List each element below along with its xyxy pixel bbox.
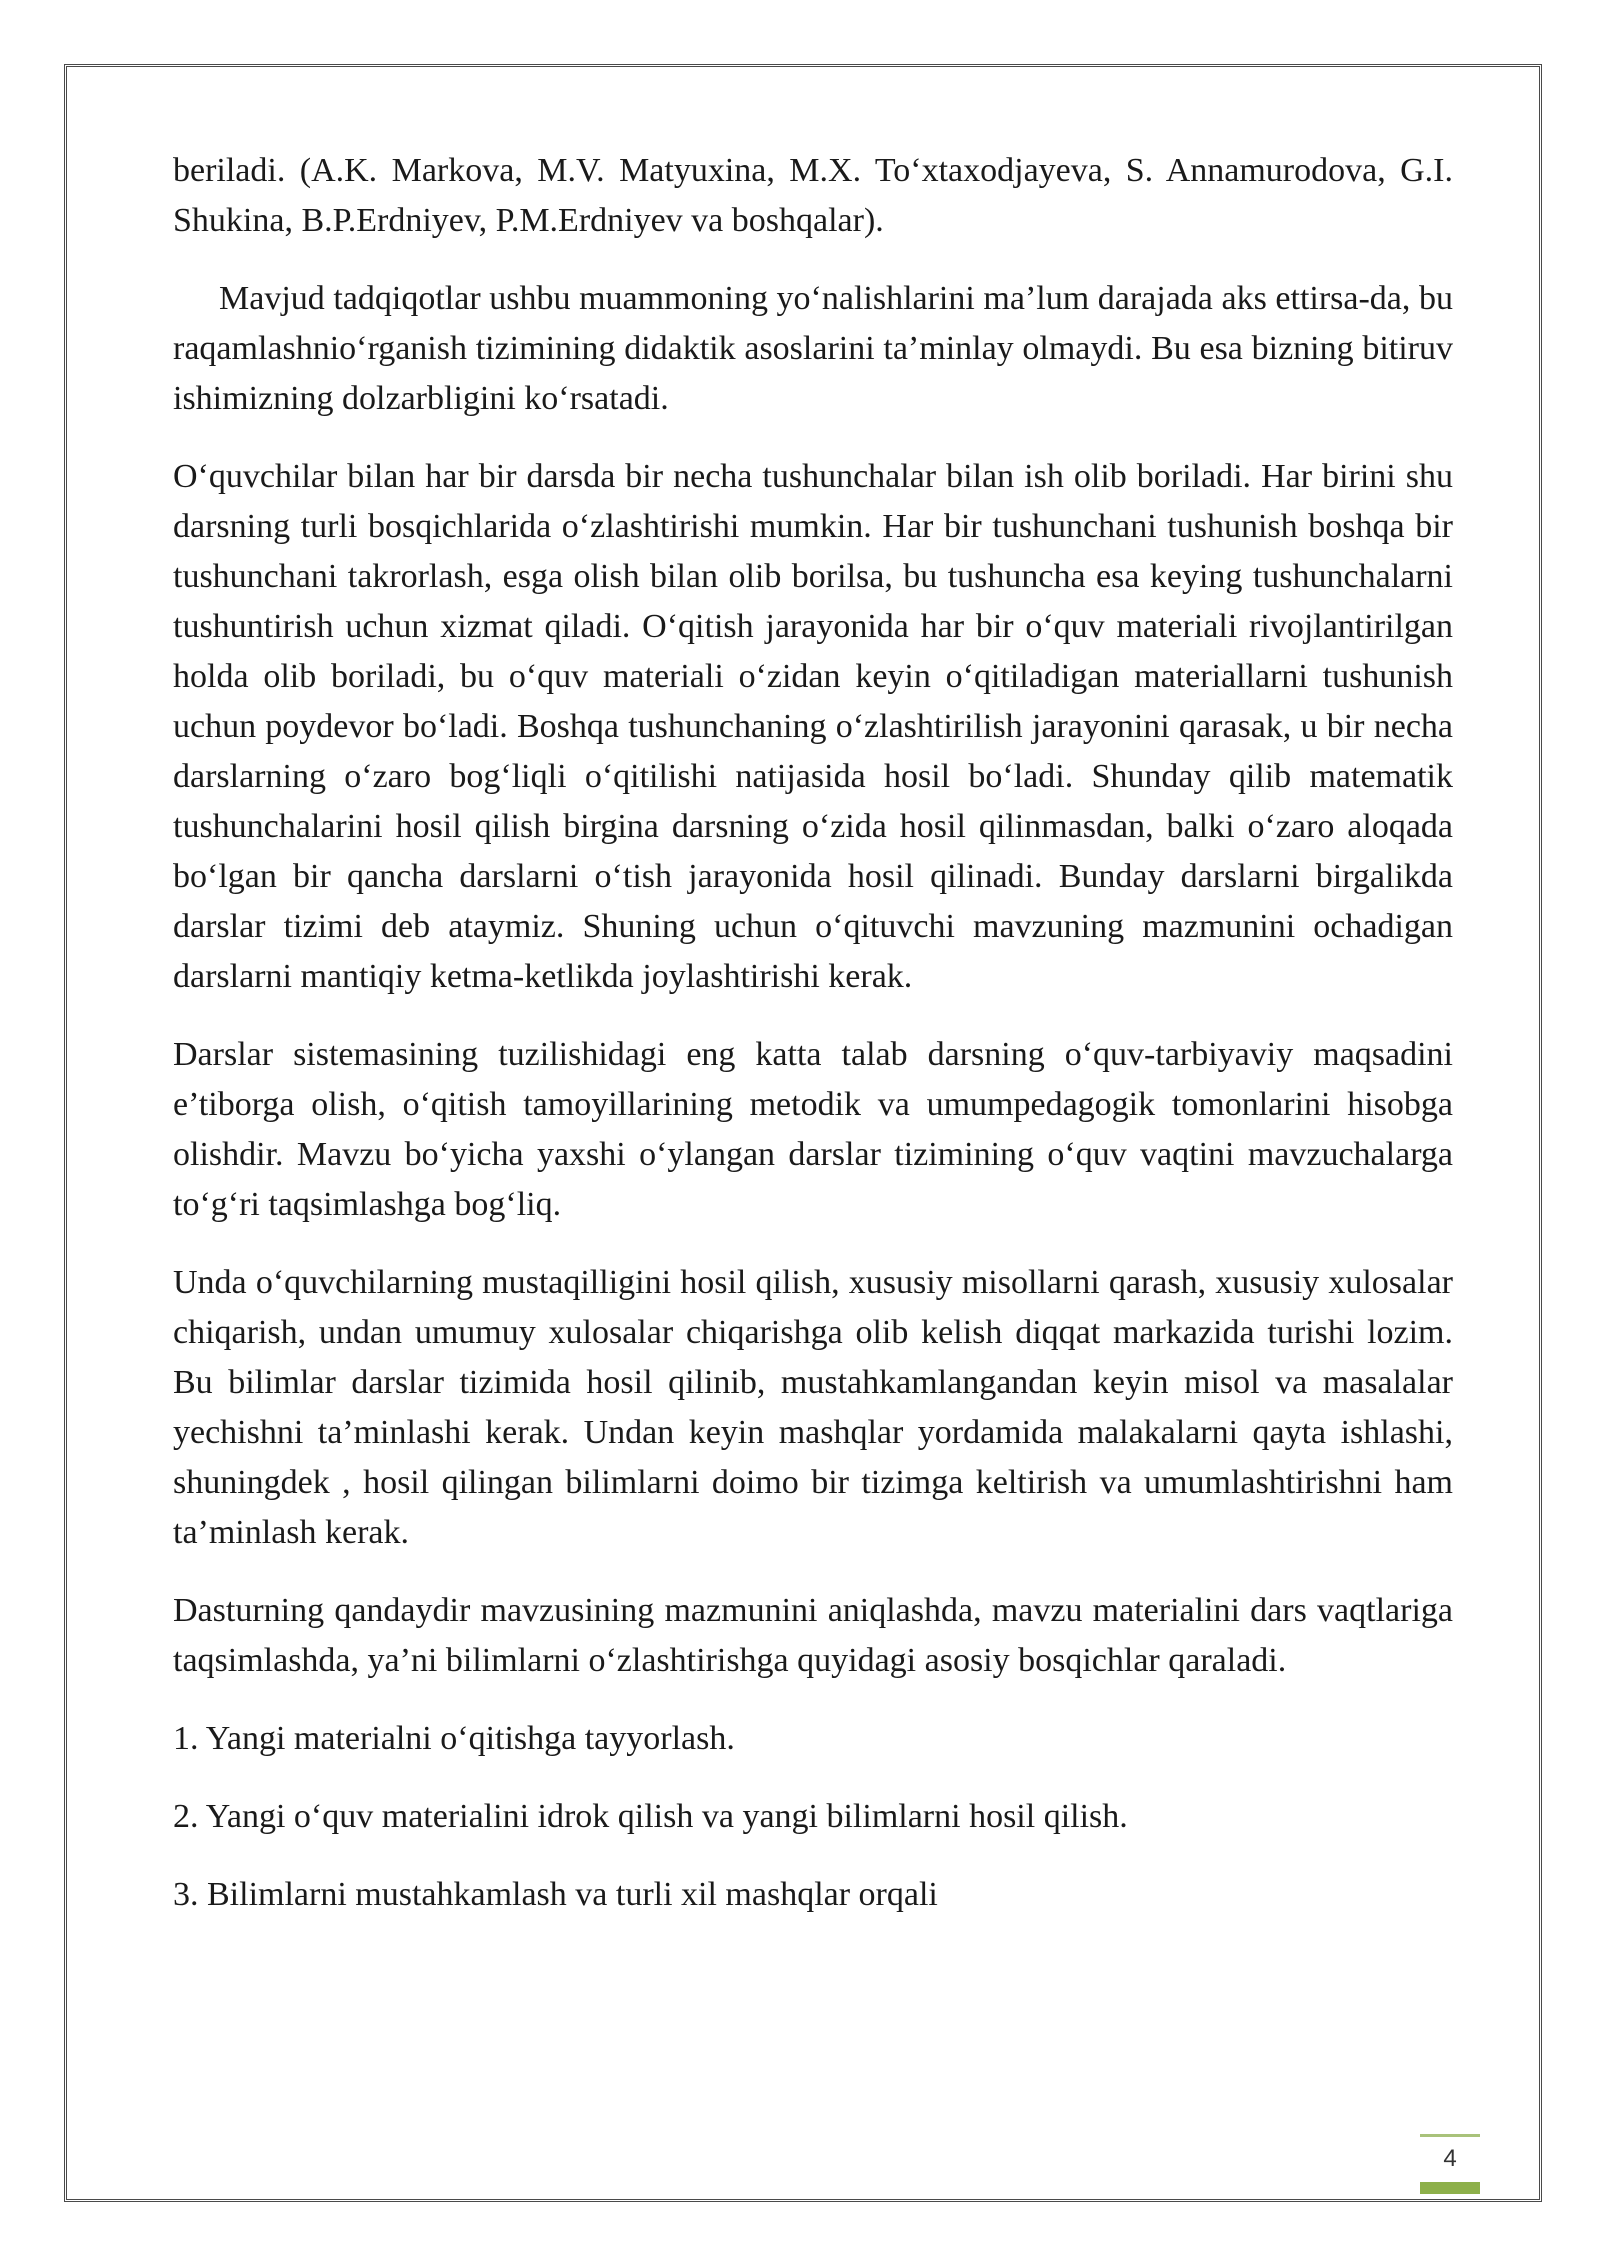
page-number-top-rule	[1420, 2134, 1480, 2137]
page-number-footer	[1420, 2134, 1480, 2196]
paragraph-lesson-system: Darslar sistemasining tuzilishidagi eng katta talab darsning o‘quv-tarbiyaviy maqsadini e’tiborga olish, o‘qitish tamoyillarining metodik va umumpedagogik tomonlarini hisobga olishdir. Mavzu bo‘yicha yaxshi o‘ylangan darslar tizimining o‘quv vaqtini mavzuchalarga to‘g‘ri taqsimlashga bog‘liq.	[173, 1036, 1453, 1223]
paragraph-independence: Unda o‘quvchilarning mustaqilligini hosil qilish, xususiy misollarni qarash, xususiy xulosalar chiqarish, undan umumuy xulosalar chiqarishga olib kelish diqqat markazida turishi lozim. Bu bilimlar darslar tizimida hosil qilinib, mustahkamlangandan keyin misol va masalalar yechishni ta’minlashi kerak. Undan keyin mashqlar yordamida malakalarni qayta ishlashi, shuningdek , hosil qilingan bilimlarni doimo bir tizimga keltirish va umumlashtirishni ham ta’minlash kerak.	[173, 1264, 1453, 1551]
document-body	[173, 146, 1453, 1948]
paragraph-citation: beriladi. (A.K. Markova, M.V. Matyuxina, M.X. To‘xtaxodjayeva, S. Annamurodova, G.I. Shukina, B.P.Erdniyev, P.M.Erdniyev va boshqalar).	[173, 152, 1453, 239]
page-number-bottom-bar	[1420, 2182, 1480, 2194]
list-item-stage-3: 3. Bilimlarni mustahkamlash va turli xil mashqlar orqali	[173, 1876, 938, 1913]
paragraph-relevance: Mavjud tadqiqotlar ushbu muammoning yo‘nalishlarini ma’lum darajada aks ettirsa-da, bu raqamlashnio‘rganish tizimining didaktik asoslarini ta’minlay olmaydi. Bu esa bizning bitiruv ishimizning dolzarbligini ko‘rsatadi.	[173, 280, 1453, 417]
paragraph-concepts: O‘quvchilar bilan har bir darsda bir necha tushunchalar bilan ish olib boriladi. Har birini shu darsning turli bosqichlarida o‘zlashtirishi mumkin. Har bir tushunchani tushunish boshqa bir tushunchani takrorlash, esga olish bilan olib borilsa, bu tushuncha esa keying tushunchalarni tushuntirish uchun xizmat qiladi. O‘qitish jarayonida har bir o‘quv materiali rivojlantirilgan holda olib boriladi, bu o‘quv materiali o‘zidan keyin o‘qitiladigan materiallarni tushunish uchun poydevor bo‘ladi. Boshqa tushunchaning o‘zlashtirilish jarayonini qarasak, u bir necha darslarning o‘zaro bog‘liqli o‘qitilishi natijasida hosil bo‘ladi. Shunday qilib matematik tushunchalarini hosil qilish birgina darsning o‘zida hosil qilinmasdan, balki o‘zaro aloqada bo‘lgan bir qancha darslarni o‘tish jarayonida hosil qilinadi. Bunday darslarni birgalikda darslar tizimi deb ataymiz. Shuning uchun o‘qituvchi mavzuning mazmunini ochadigan darslarni mantiqiy ketma-ketlikda joylashtirishi kerak.	[173, 458, 1453, 995]
page-number: 4	[1443, 2145, 1457, 2172]
list-item-stage-1: 1. Yangi materialni o‘qitishga tayyorlash.	[173, 1720, 735, 1757]
paragraph-program-stages: Dasturning qandaydir mavzusining mazmunini aniqlashda, mavzu materialini dars vaqtlariga taqsimlashda, ya’ni bilimlarni o‘zlashtirishga quyidagi asosiy bosqichlar qaraladi.	[173, 1592, 1453, 1679]
list-item-stage-2: 2. Yangi o‘quv materialini idrok qilish va yangi bilimlarni hosil qilish.	[173, 1798, 1128, 1835]
